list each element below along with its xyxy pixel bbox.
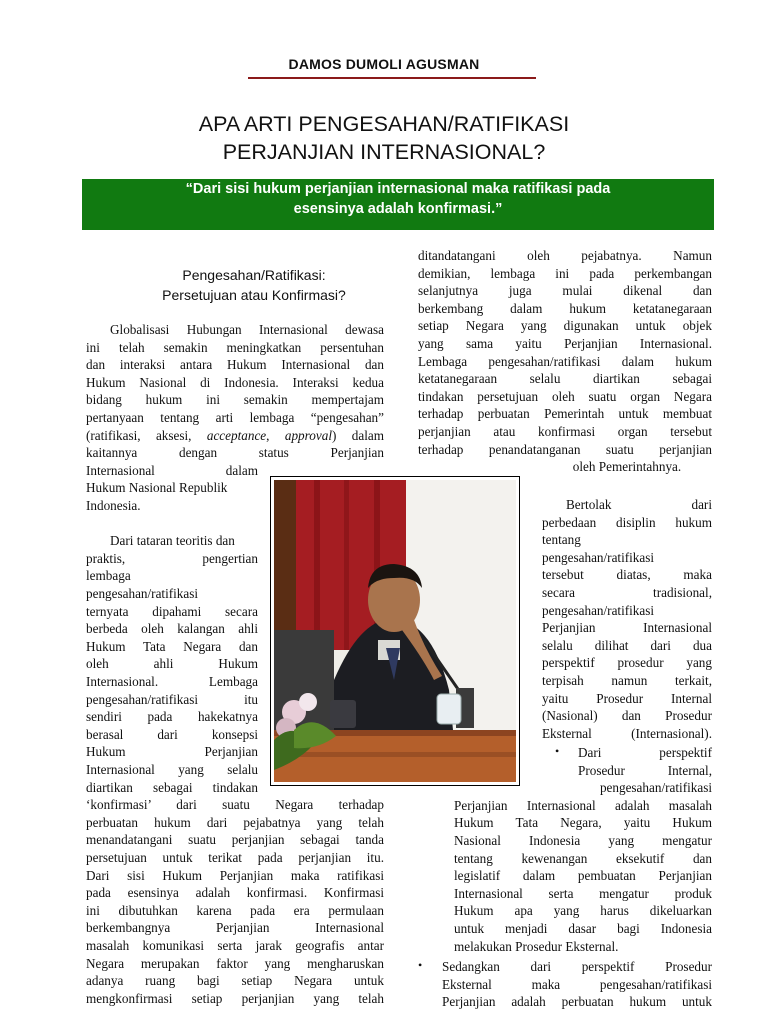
- text-line: perspektif prosedur yang: [542, 655, 712, 671]
- text-line: Perjanjian adalah perbuatan hukum untuk: [442, 994, 712, 1010]
- text-line: pengesahan/ratifikasi itu: [86, 691, 258, 707]
- text-line: diartikan sebagai tindakan: [86, 779, 258, 795]
- text-line: masalah komunikasi serta jarak geografis antar: [86, 938, 384, 953]
- title-line-1: APA ARTI PENGESAHAN/RATIFIKASI: [198, 112, 570, 136]
- author-photo: [274, 480, 516, 782]
- text-line: Nasional Indonesia yang mengatur: [454, 833, 712, 848]
- text-line: yaitu Prosedur Internal: [542, 690, 712, 706]
- text-line: tindakan persetujuan oleh suatu organ Negara: [418, 388, 712, 404]
- section-heading-line-2: Persetujuan atau Konfirmasi?: [162, 287, 346, 303]
- text-line: pengesahan/ratifikasi: [542, 549, 655, 565]
- text-line: terpisah namun terkait,: [542, 673, 712, 688]
- text-line: oleh ahli Hukum: [86, 656, 258, 672]
- text-line: Eksternal maka pengesahan/ratifikasi: [442, 976, 712, 992]
- text-line: (ratifikasi, aksesi, acceptance, approval) dalam: [86, 427, 384, 443]
- text-line: bidang hukum ini semakin mempertajam: [86, 392, 384, 408]
- text-line: kaitannya dengan status Perjanjian: [86, 445, 384, 461]
- text-line: tersebut diatas, maka: [542, 567, 712, 583]
- text-line: melakukan Prosedur Eksternal.: [454, 938, 619, 954]
- text-line: ini dibutuhkan karena pada era permulaan: [86, 902, 384, 918]
- text-line: mengkonfirmasi setiap perjanjian yang telah: [86, 990, 384, 1006]
- text-line: perjanjian atau konfirmasi organ tersebut: [418, 424, 712, 439]
- article-title: [0, 110, 768, 166]
- text-line: berbeda oleh kalangan ahli: [86, 621, 258, 637]
- text-line: menandatangani suatu perjanjian sebagai tanda: [86, 832, 384, 848]
- text-line: Bertolak dari: [566, 497, 712, 512]
- text-line: tentang: [542, 532, 581, 548]
- text-line: terhadap perbuatan Pemerintah untuk membuat: [418, 406, 712, 422]
- text-line: (Nasional) dan Prosedur: [542, 708, 712, 724]
- author-underline: [248, 77, 536, 79]
- text-line: oleh Pemerintahnya.: [572, 459, 682, 475]
- text-line: berasal dari konsepsi: [86, 726, 258, 742]
- text-line: pengesahan/ratifikasi: [599, 780, 712, 796]
- text-line: ditandatangani oleh pejabatnya. Namun: [418, 248, 712, 263]
- text-line: Eksternal (Internasional).: [542, 725, 712, 741]
- text-line: Perjanjian Internasional: [542, 620, 712, 636]
- quote-line-2: esensinya adalah konfirmasi.”: [293, 201, 503, 217]
- text-line: pertanyaan tentang arti lembaga “pengesahan”: [86, 410, 384, 425]
- text-line: ini telah semakin meningkatkan persentuhan: [86, 339, 384, 355]
- text-line: Dari tataran teoritis dan: [110, 533, 235, 549]
- text-line: Hukum Nasional Republik: [86, 480, 228, 496]
- text-line: Hukum Tata Negara, yaitu Hukum: [454, 815, 712, 831]
- text-line: Hukum apa yang harus dikeluarkan: [454, 903, 712, 919]
- pull-quote-banner: [82, 179, 714, 230]
- text-line: pengesahan/ratifikasi: [542, 602, 655, 618]
- text-line: selalu dilihat dari dua: [542, 637, 712, 653]
- text-line: secara tradisional,: [542, 585, 712, 600]
- text-line: Dari sisi Hukum Perjanjian maka ratifikasi: [86, 867, 384, 883]
- text-line: Indonesia.: [86, 498, 141, 513]
- text-line: Dari perspektif: [578, 745, 712, 760]
- text-line: Hukum Perjanjian: [86, 744, 258, 760]
- text-line: ketatanegaraan selalu diartikan sebagai: [418, 371, 712, 387]
- text-line: dan interaksi antara Hukum Internasional dan: [86, 357, 384, 373]
- text-line: Hukum Nasional di Indonesia. Interaksi kedua: [86, 374, 384, 390]
- text-line: tentang kewenangan eksekutif dan: [454, 850, 712, 866]
- section-heading-line-1: Pengesahan/Ratifikasi:: [182, 267, 326, 283]
- text-line: Negara merupakan faktor yang mengharuskan: [86, 955, 384, 971]
- text-line: selanjutnya juga mulai dikenal dan: [418, 283, 712, 299]
- quote-line-1: “Dari sisi hukum perjanjian internasional maka ratifikasi pada: [185, 181, 611, 197]
- author-name: DAMOS DUMOLI AGUSMAN: [288, 56, 480, 72]
- text-line: persetujuan untuk terikat pada perjanjian itu.: [86, 850, 384, 865]
- text-line: berkembangnya Perjanjian Internasional: [86, 920, 384, 936]
- text-line: lembaga: [86, 568, 131, 584]
- title-line-2: PERJANJIAN INTERNASIONAL?: [222, 140, 546, 164]
- text-line: demikian, lembaga ini pada perkembangan: [418, 265, 712, 281]
- text-line: berkembang dalam hukum ketatanegaraan: [418, 300, 712, 316]
- text-line: legislatif dalam pembuatan Perjanjian: [454, 868, 712, 884]
- section-heading: [84, 265, 424, 305]
- text-line: ‘konfirmasi’ dari suatu Negara terhadap: [86, 797, 384, 813]
- text-line: Internasional. Lembaga: [86, 674, 258, 689]
- text-line: Sedangkan dari perspektif Prosedur: [442, 959, 712, 974]
- text-line: sendiri pada hakekatnya: [86, 709, 258, 725]
- text-line: pada esensinya adalah konfirmasi. Konfirmasi: [86, 885, 384, 901]
- bullet-glyph: •: [418, 958, 423, 972]
- text-line: Globalisasi Hubungan Internasional dewasa: [110, 322, 384, 337]
- text-line: Perjanjian Internasional adalah masalah: [454, 797, 712, 813]
- text-line: pengesahan/ratifikasi: [86, 586, 199, 601]
- text-line: untuk menjadi dasar bagi Indonesia: [454, 921, 712, 936]
- text-line: adanya ruang bagi setiap Negara untuk: [86, 973, 384, 989]
- bullet-glyph: •: [555, 744, 560, 758]
- text-line: Prosedur Internal,: [578, 762, 712, 778]
- text-line: Hukum Tata Negara dan: [86, 638, 258, 654]
- text-line: terhadap penandatanganan suatu perjanjian: [418, 441, 712, 457]
- text-line: Internasional yang selalu: [86, 762, 258, 777]
- text-line: yang sama yaitu Perjanjian Internasional.: [418, 336, 712, 351]
- text-line: praktis, pengertian: [86, 550, 258, 566]
- text-line: Internasional dalam: [86, 462, 258, 478]
- text-line: perbuatan hukum dari pejabatnya yang telah: [86, 814, 384, 830]
- text-line: perbedaan disiplin hukum: [542, 514, 712, 530]
- text-line: ternyata dipahami secara: [86, 603, 258, 619]
- text-line: Lembaga pengesahan/ratifikasi dalam hukum: [418, 353, 712, 369]
- text-line: setiap Negara yang digunakan untuk objek: [418, 318, 712, 334]
- text-line: Internasional serta mengatur produk: [454, 885, 712, 901]
